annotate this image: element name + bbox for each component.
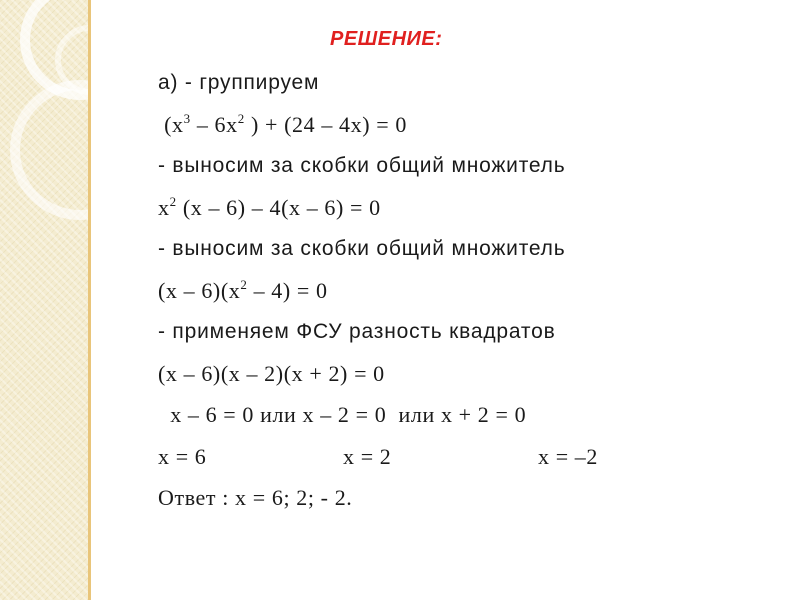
answer-line: Ответ : х = 6; 2; - 2. xyxy=(158,485,353,510)
eq2-exponent: 2 xyxy=(169,193,177,209)
equation-4: (х – 6)(х – 2)(х + 2) = 0 xyxy=(158,360,385,386)
step-fsu-label: - применяем ФСУ разность квадратов xyxy=(158,320,556,343)
equation-5: х – 6 = 0 или х – 2 = 0 или х + 2 = 0 xyxy=(158,402,527,427)
side-divider-line xyxy=(88,0,91,600)
eq3-part: – 4) = 0 xyxy=(247,277,328,303)
decorative-ring xyxy=(10,80,88,220)
eq1-part: ) + (24 – 4х) = 0 xyxy=(244,111,407,137)
eq1-exponent: 2 xyxy=(237,110,245,126)
step-factor-label: - выносим за скобки общий множитель xyxy=(158,154,566,177)
root-3: х = –2 xyxy=(538,443,599,469)
step-factor-label: - выносим за скобки общий множитель xyxy=(158,237,566,260)
step-group-label: а) - группируем xyxy=(158,71,320,94)
eq1-exponent: 3 xyxy=(183,110,191,126)
eq2-part: х xyxy=(158,194,170,220)
eq3-part: (х – 6)(х xyxy=(158,277,241,303)
equation-3 xyxy=(158,270,778,312)
roots-row xyxy=(158,436,778,478)
slide-title: РЕШЕНИЕ: xyxy=(330,28,443,50)
equation-1 xyxy=(158,104,778,146)
eq3-exponent: 2 xyxy=(240,276,248,292)
solution-body xyxy=(158,62,778,519)
root-2: х = 2 xyxy=(343,443,392,469)
decorative-side-panel xyxy=(0,0,88,600)
equation-2 xyxy=(158,187,778,229)
root-1: х = 6 xyxy=(158,443,207,469)
eq1-part: (х xyxy=(158,111,184,137)
eq2-part: (х – 6) – 4(х – 6) = 0 xyxy=(176,194,381,220)
eq1-part: – 6х xyxy=(190,111,238,137)
